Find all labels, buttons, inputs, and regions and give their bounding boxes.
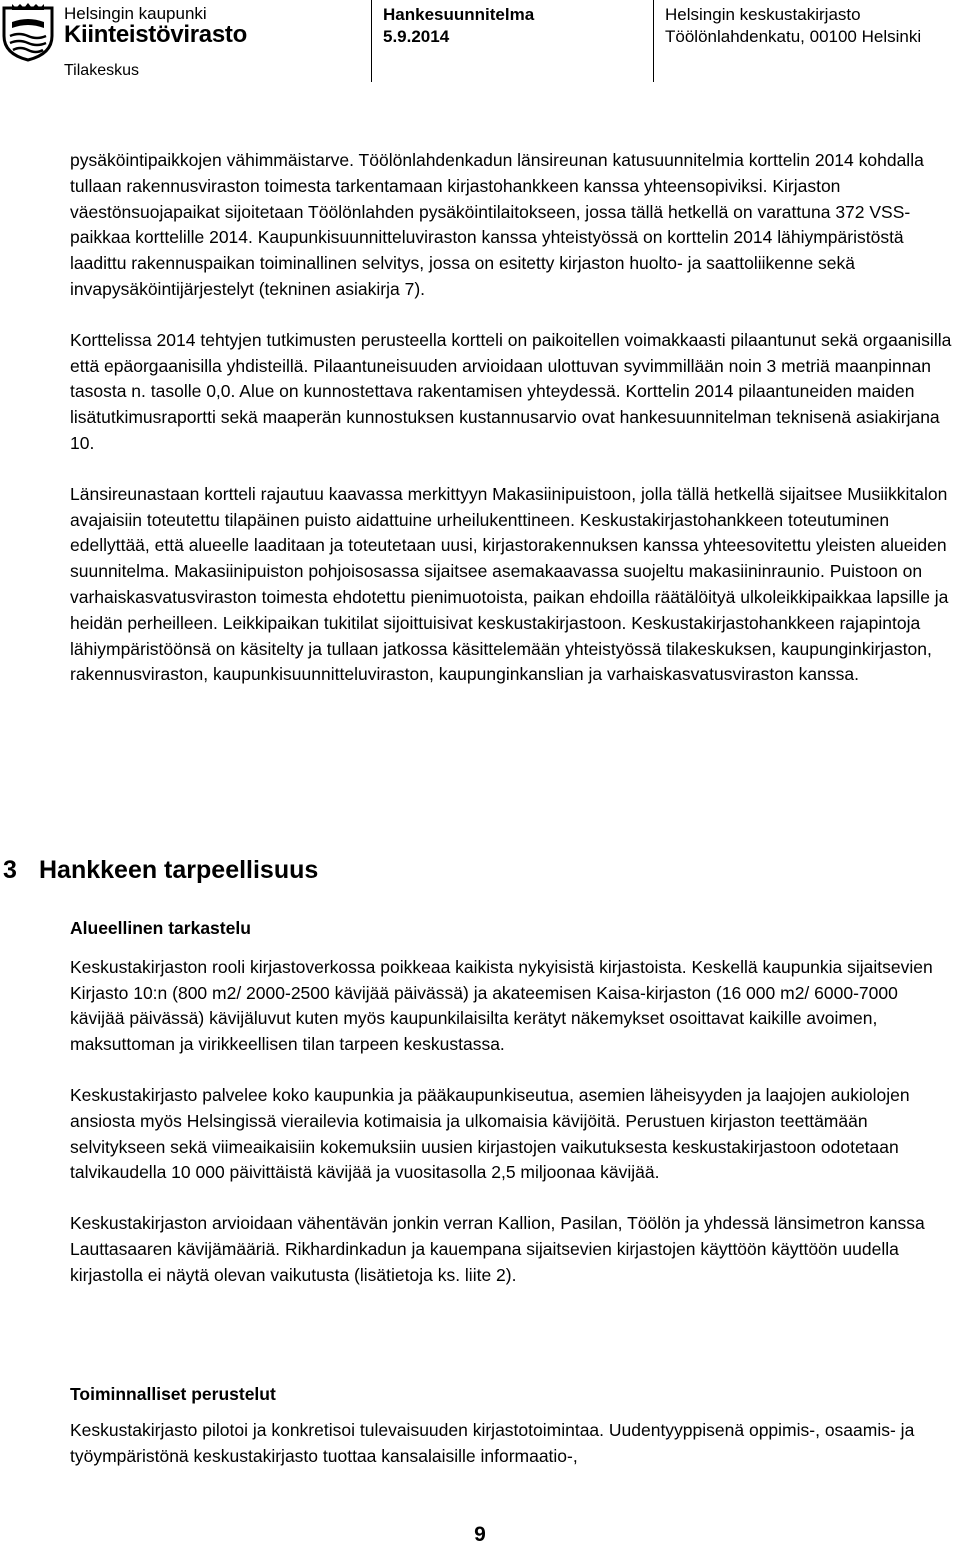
paragraph: Keskustakirjasto pilotoi ja konkretisoi tulevaisuuden kirjastotoimintaa. Uudentyyppisenä oppimis-, osaamis- ja työympäristönä keskustakirjasto tuottaa kansalaisille informaatio-, (70, 1419, 915, 1466)
subsection-regional (70, 916, 955, 1289)
org-unit: Tilakeskus (64, 62, 139, 79)
project-address: Töölönlahdenkatu, 00100 Helsinki (665, 27, 922, 46)
paragraph: Keskustakirjaston rooli kirjastoverkossa poikkeaa kaikista nykyisistä kirjastoista. Keskellä kaupunkia sijaitsevien Kirjasto 10:n (800 m2/ 2000-2500 kävijää päivässä) ja akateemisen Kaisa-kirjaston (16 000 m2/ 6000-7000 kävijää päivässä) kävijäluvut kuten myös kaupunkilaisilta kerätyt näkemykset osoittavat kaikille avoimen, maksuttoman ja virikkeellisen tilan tarpeen keskustassa. (70, 956, 933, 1055)
header-divider (653, 0, 654, 82)
subsection-title: Alueellinen tarkastelu (70, 918, 251, 938)
section-heading (3, 854, 318, 886)
section-number: 3 (3, 856, 17, 884)
project-name: Helsingin keskustakirjasto (665, 5, 861, 24)
subsection-functional (70, 1382, 955, 1469)
paragraph: Keskustakirjaston arvioidaan vähentävän jonkin verran Kallion, Pasilan, Töölön ja yhdessä länsimetron kanssa Lauttasaaren kävijämääriä. Rikhardinkadun ja kauempana sijaitsevien kirjastojen käyttöön käyttöön uudella kirjastolla ei näytä olevan vaikutusta (lisätietoja ks. liite 2). (70, 1213, 925, 1285)
document-type: Hankesuunnitelma (383, 5, 535, 24)
page-number: 9 (474, 1523, 486, 1546)
document-date: 5.9.2014 (383, 27, 450, 46)
org-name: Helsingin kaupunki (64, 4, 207, 23)
paragraph: Länsireunastaan kortteli rajautuu kaavassa merkittyyn Makasiinipuistoon, jolla tällä hetkellä sijaitsee Musiikkitalon avajaisiin toteutettu tilapäinen puisto aidattuine urheilukenttineen. Keskustakirjastohankkeen toteutuminen edellyttää, että alueelle laaditaan ja toteutetaan uusi, kirjastorakennuksen kanssa yhteesovitettu yleisten alueiden suunnitelma. Makasiinipuiston pohjoisosassa sijaitsee asemakaavassa suojeltu makasiininraunio. Puistoon on varhaiskasvatusviraston toimesta ehdotettu pienimuotoista, paikan ehdoilla räätälöityä ulkoleikkipaikkaa lapsille ja heidän perheilleen. Leikkipaikan tukitilat sijoittuisivat keskustakirjastoon. Keskustakirjastohankkeen rajapintoja lähiympäristöönsä on käsitelty ja tullaan jatkossa käsittelemään yhteistyössä tilakeskuksen, kaupunginkirjaston, rakennusviraston, kaupunkisuunnitteluviraston, kaupunginkanslian ja varhaiskasvatusviraston kanssa. (70, 483, 949, 685)
subsection-title: Toiminnalliset perustelut (70, 1384, 276, 1404)
helsinki-crest-logo (2, 2, 54, 62)
section-title: Hankkeen tarpeellisuus (39, 856, 319, 884)
paragraph: pysäköintipaikkojen vähimmäistarve. Töölönlahdenkadun länsireunan katusuunnitelmia korttelin 2014 kohdalla tullaan rakennusviraston toimesta tarkentamaan kirjastohankkeen kanssa yhteensopiviksi. Kirjaston väestönsuojapaikat sijoitetaan Töölönlahden pysäköintilaitokseen, jossa tällä hetkellä on varattuna 372 VSS-paikkaa korttelille 2014. Kaupunkisuunnitteluviraston kanssa yhteistyössä on korttelin 2014 lähiympäristöstä laadittu rakennuspaikan toiminallinen selvitys, jossa on esitetty kirjaston huolto- ja saattoliikenne sekä invapysäköintijärjestelyt (tekninen asiakirja 7). (70, 150, 924, 299)
header-divider (371, 0, 372, 82)
paragraph: Korttelissa 2014 tehtyjen tutkimusten perusteella kortteli on paikoitellen voimakkaasti pilaantunut sekä orgaanisilla että epäorgaanisilla yhdisteillä. Pilaantuneisuuden arvioidaan ulottuvan syvimmillään noin 3 metriä maanpinnan tasosta n. tasolle 0,0. Alue on kunnostettava rakentamisen yhteydessä. Korttelin 2014 pilaantuneiden maiden lisätutkimusraportti sekä maaperän kunnostuksen kustannusarvio ovat hankesuunnitelman teknisenä asiakirjana 10. (70, 329, 952, 453)
paragraph: Keskustakirjasto palvelee koko kaupunkia ja pääkaupunkiseutua, asemien läheisyyden ja laajojen aukiolojen ansiosta myös Helsingissä vierailevia kotimaisia ja ulkomaisia kävijöitä. Perustuen kirjaston teettämään selvitykseen sekä viimeaikaisiin kokemuksiin uusien kirjastojen vaikutuksesta keskustakirjastoon odotetaan talvikaudella 10 000 päivittäistä kävijää ja vuositasolla 2,5 miljoonaa kävijää. (70, 1084, 910, 1183)
body-text (70, 148, 955, 688)
document-header (0, 0, 960, 82)
org-department: Kiinteistövirasto (64, 21, 247, 48)
